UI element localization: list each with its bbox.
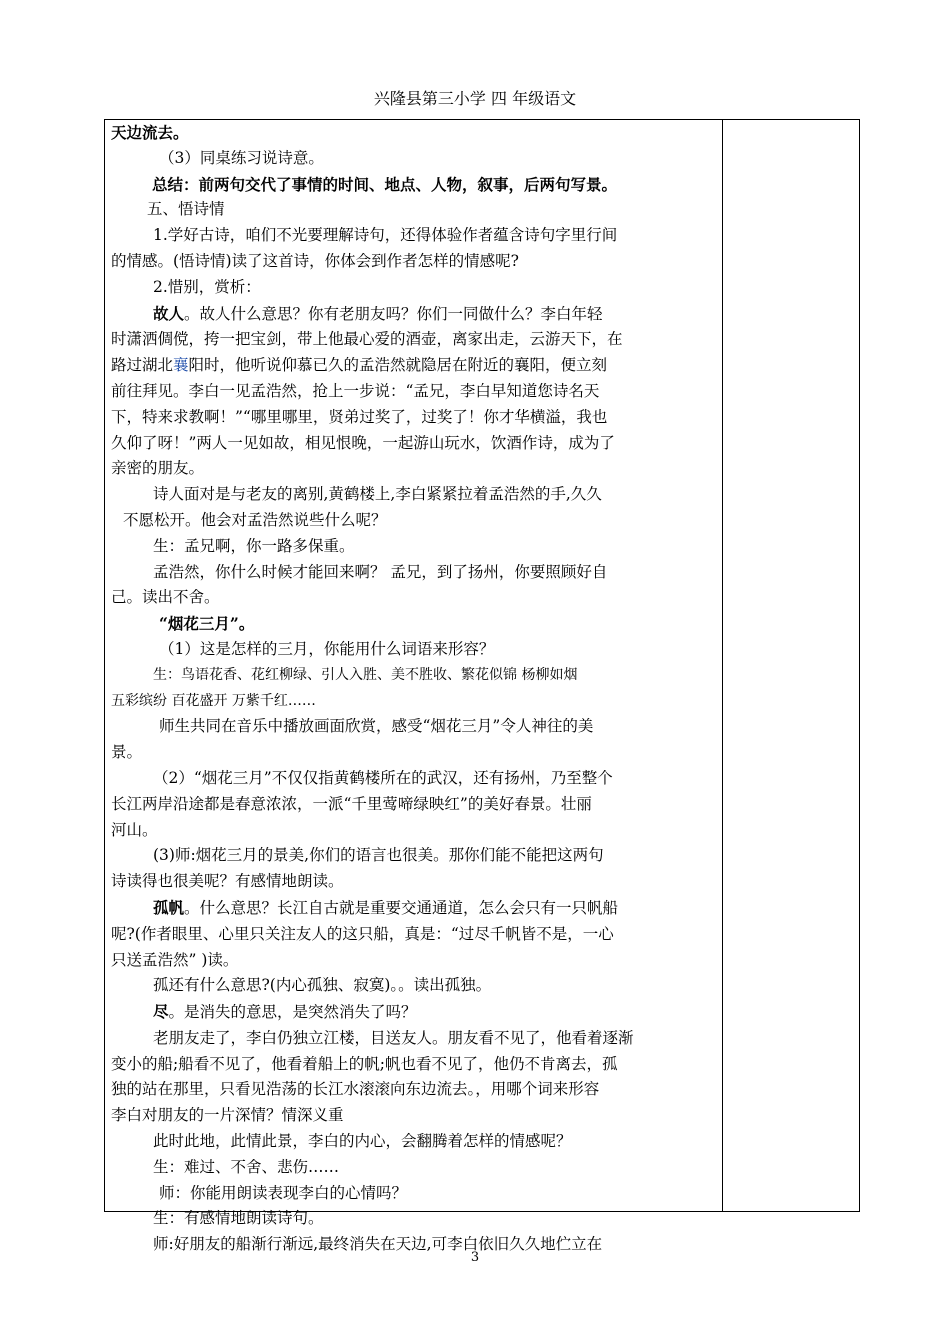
text-line: 独的站在那里，只看见浩荡的长江水滚滚向东边流去。，用哪个词来形容 (111, 1080, 600, 1099)
highlight-char: 襄 (173, 356, 189, 375)
text-line (111, 999, 715, 1026)
text-line: 只送孟浩然” )读。 (111, 950, 239, 969)
text-line: （2）“烟花三月”不仅仅指黄鹤楼所在的武汉，还有扬州，乃至整个 (153, 768, 613, 787)
text-line: (3)师:烟花三月的景美,你们的语言也很美。那你们能不能把这两句 (153, 846, 604, 865)
text-line: 此时此地，此情此景，李白的内心，会翻腾着怎样的情感呢？ (153, 1132, 572, 1151)
text-line: 长江两岸沿途都是春意浓浓，一派“千里莺啼绿映红”的美好春景。壮丽 (111, 794, 592, 813)
lesson-content (111, 120, 715, 1258)
keyword: 尽 (153, 1002, 169, 1022)
text-line: 的情感。(悟诗情)读了这首诗，你体会到作者怎样的情感呢? (111, 251, 519, 270)
text-line: 变小的船;船看不见了，他看着船上的帆;帆也看不见了，他仍不肯离去，孤 (111, 1054, 618, 1073)
text-span: 。什么意思？长江自古就是重要交通通道，怎么会只有一只帆船 (184, 898, 619, 917)
text-line: 孤还有什么意思?(内心孤独、寂寞)。。读出孤独。 (153, 976, 492, 995)
keyword: 故人 (153, 303, 185, 323)
text-line (111, 353, 715, 379)
text-span: 。是消失的意思，是突然消失了吗？ (168, 1003, 417, 1022)
text-line: 老朋友走了，李白仍独立江楼，目送友人。朋友看不见了，他看着逐渐 (153, 1028, 634, 1047)
text-line: 诗读得也很美呢？有感情地朗读。 (111, 872, 344, 891)
text-line: （3）同桌练习说诗意。 (159, 148, 324, 167)
text-line: 亲密的朋友。 (111, 459, 205, 478)
lesson-table (104, 119, 860, 1254)
text-line: 不愿松开。他会对孟浩然说些什么呢？ (123, 510, 387, 529)
keyword-heading: “烟花三月”。 (159, 614, 255, 634)
column-divider (722, 120, 723, 1211)
text-line: （1）这是怎样的三月，你能用什么词语来形容？ (159, 639, 495, 658)
text-line: 生：鸟语花香、花红柳绿、引人入胜、美不胜收、繁花似锦 杨柳如烟 (153, 666, 578, 683)
text-line: 诗人面对是与老友的离别,黄鹤楼上,李白紧紧拉着孟浩然的手,久久 (153, 485, 602, 504)
keyword: 孤帆 (153, 897, 185, 917)
text-line (111, 895, 715, 922)
text-span: 。故人什么意思？你有老朋友吗？你们一同做什么？李白年轻 (184, 304, 603, 323)
summary-line: 总结：前两句交代了事情的时间、地点、人物，叙事，后两句写景。 (152, 174, 618, 194)
page-header: 兴隆县第三小学 四 年级语文 (373, 89, 577, 108)
text-line: 时潇洒倜傥，挎一把宝剑，带上他最心爱的酒壶，离家出走，云游天下，在 (111, 330, 623, 349)
text-line: 师生共同在音乐中播放画面欣赏，感受“烟花三月”令人神往的美 (159, 717, 594, 736)
section-heading: 五、悟诗情 (147, 200, 225, 219)
text-line: 1.学好古诗，咱们不光要理解诗句，还得体验作者蕴含诗句字里行间 (153, 226, 618, 245)
text-span: 阳时，他听说仰慕已久的孟浩然就隐居在附近的襄阳，便立刻 (188, 356, 608, 375)
text-line: 天边流去。 (111, 123, 189, 142)
page-number: 3 (470, 1250, 480, 1265)
text-line: 师：你能用朗读表现李白的心情吗？ (159, 1183, 408, 1202)
text-line: 生：难过、不舍、悲伤…… (153, 1157, 340, 1176)
text-line: 五彩缤纷 百花盛开 万紫千红…… (111, 692, 316, 709)
text-line: 呢?(作者眼里、心里只关注友人的这只船，真是：“过尽千帆皆不是，一心 (111, 924, 614, 943)
text-line: 生：孟兄啊，你一路多保重。 (153, 536, 355, 555)
text-line (111, 301, 715, 328)
text-line: 孟浩然，你什么时候才能回来啊？ 孟兄，到了扬州，你要照顾好自 (153, 562, 608, 581)
text-line: 2.惜别，赏析： (153, 277, 261, 296)
text-line: 李白对朋友的一片深情？情深义重 (111, 1106, 344, 1125)
text-span: 路过湖北 (111, 356, 174, 375)
text-line: 下，特来求教啊！”“哪里哪里，贤弟过奖了，过奖了！你才华横溢，我也 (111, 407, 608, 426)
text-line: 河山。 (111, 820, 158, 839)
text-line: 景。 (111, 743, 143, 762)
text-line: 久仰了呀！”两人一见如故，相见恨晚，一起游山玩水，饮酒作诗，成为了 (111, 433, 615, 452)
text-line: 己。读出不舍。 (111, 588, 220, 607)
text-line: 师:好朋友的船渐行渐远,最终消失在天边,可李白依旧久久地伫立在 (153, 1235, 603, 1254)
text-line: 前往拜见。李白一见孟浩然，抢上一步说：“孟兄，李白早知道您诗名天 (111, 381, 600, 400)
text-line: 生：有感情地朗读诗句。 (153, 1209, 324, 1228)
